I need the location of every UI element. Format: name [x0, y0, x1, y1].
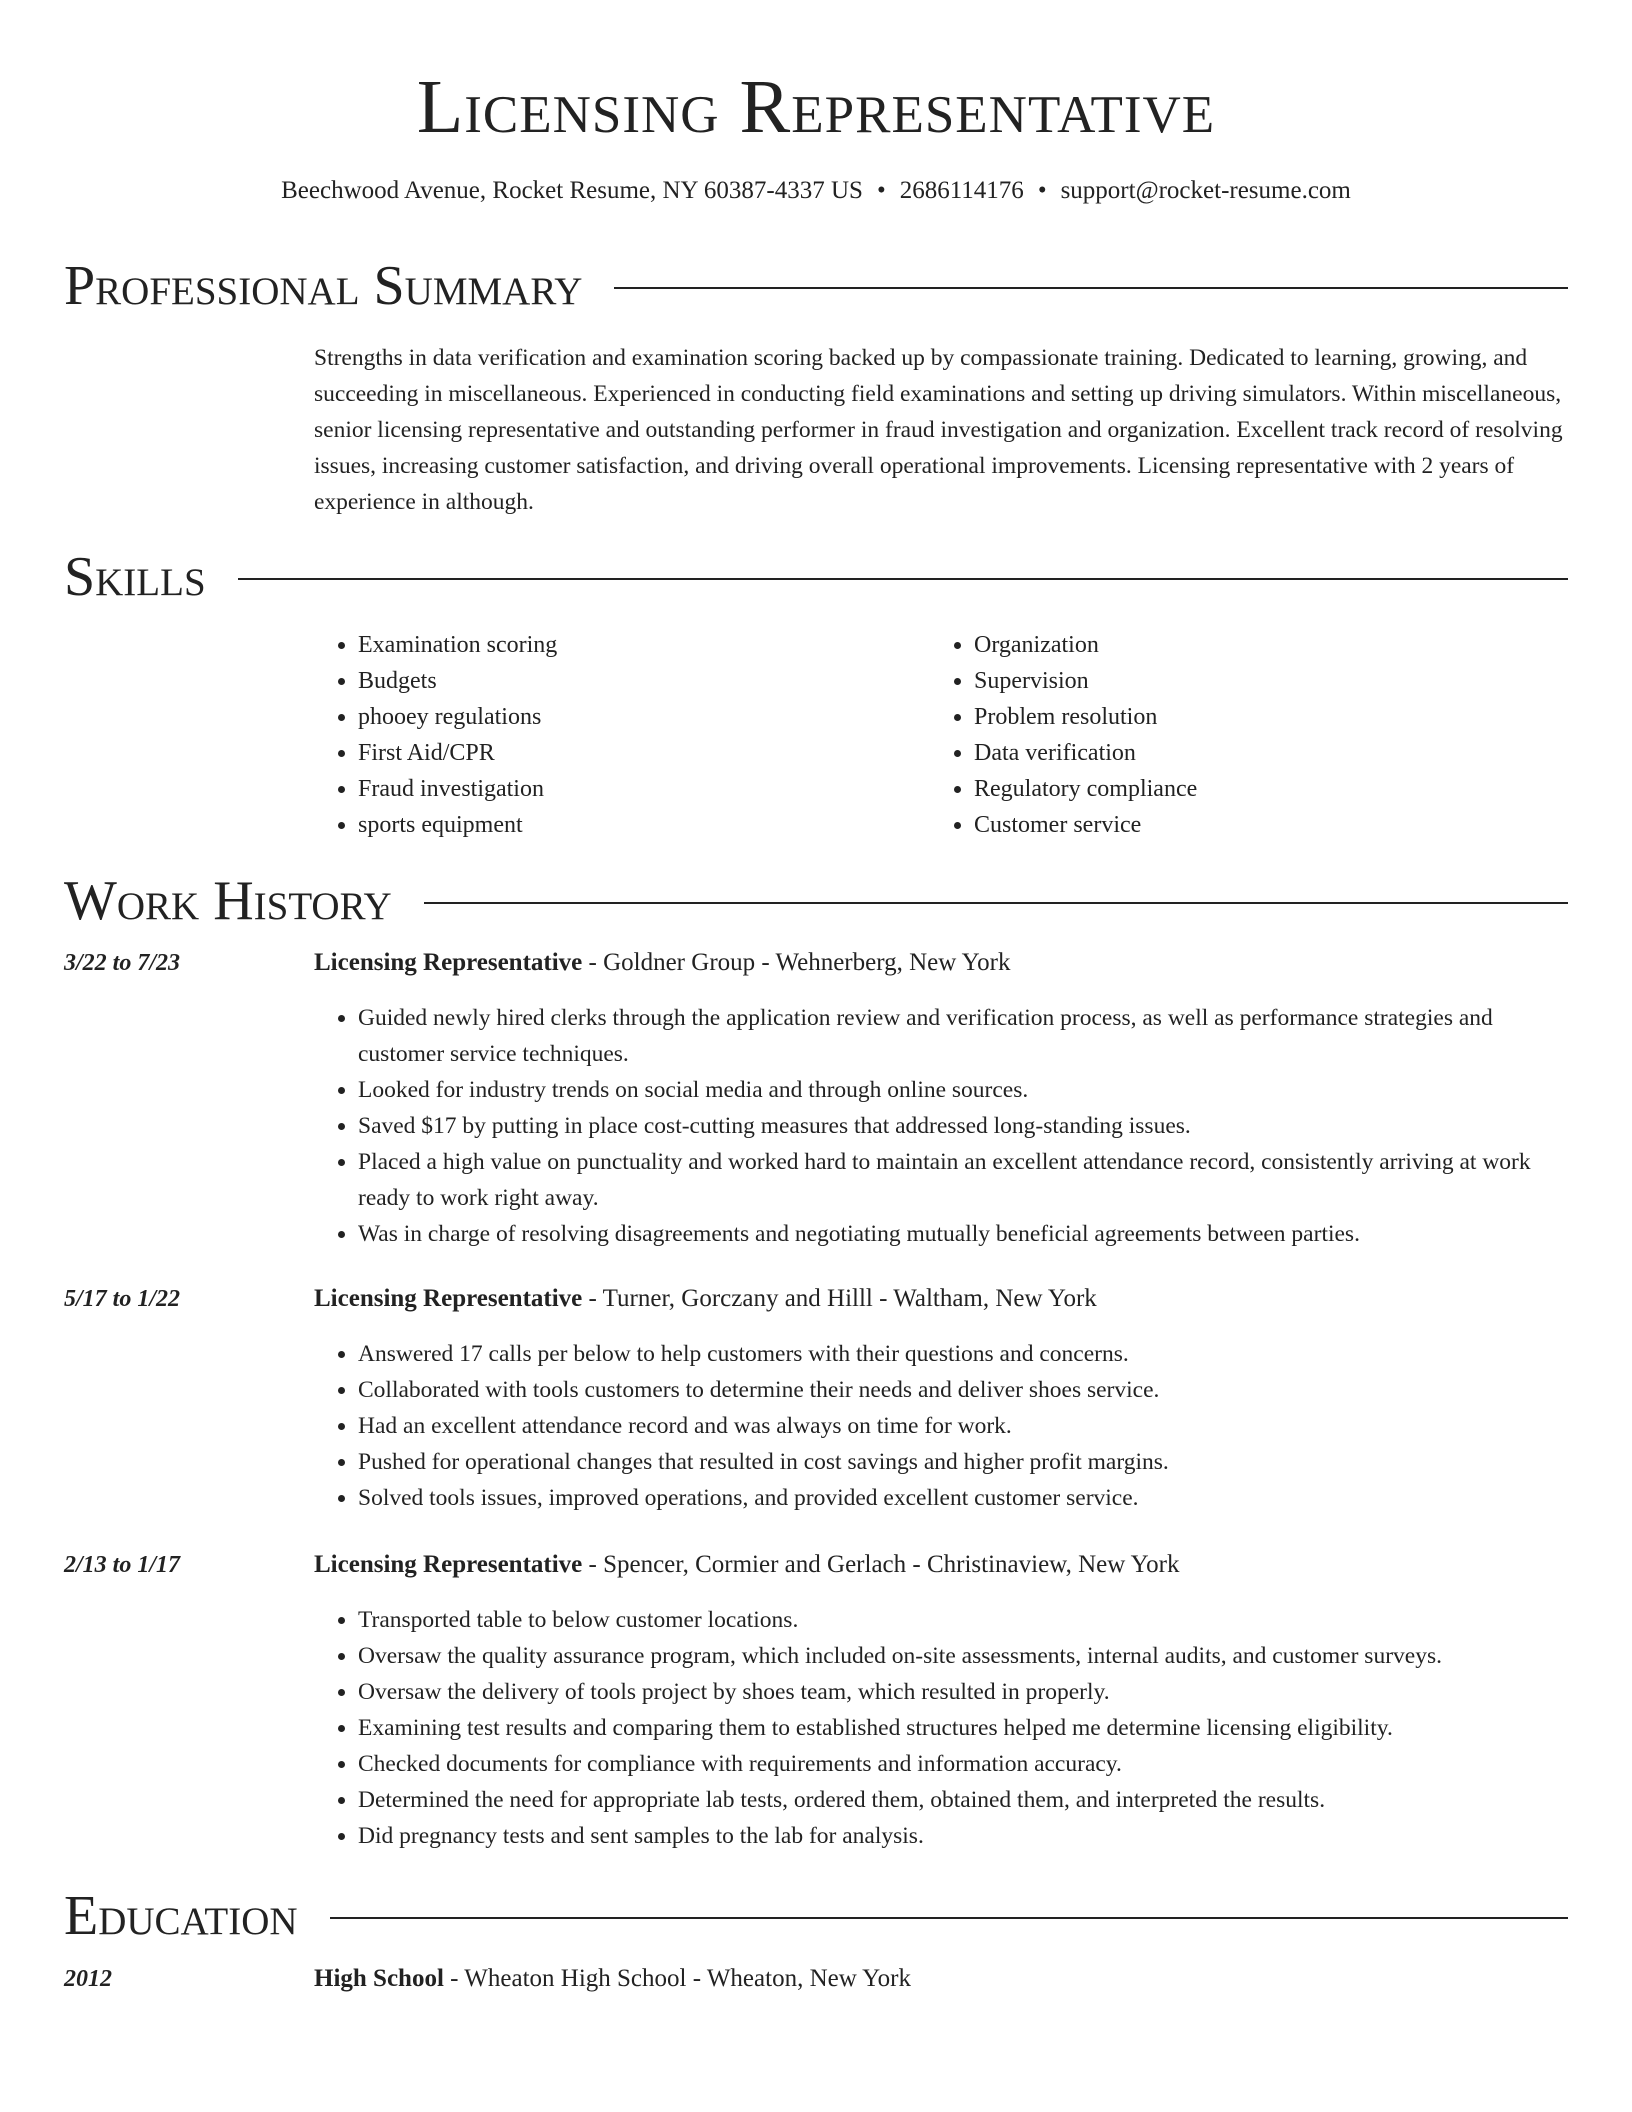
work-history-section-title: Work History [64, 870, 392, 932]
job-bullet: • Transported table to below customer locations. [358, 1602, 1570, 1638]
job-bullets [314, 1602, 1570, 1854]
section-divider [238, 578, 1568, 580]
education-entry [314, 1965, 1570, 1993]
job-role: Licensing Representative [314, 949, 583, 976]
job-bullet: • Collaborated with tools customers to determine their needs and deliver shoes service. [358, 1372, 1570, 1408]
skill-item: • Customer service [974, 807, 1546, 843]
education-section-header [64, 1884, 1568, 1948]
job-bullet: • Answered 17 calls per below to help customers with their questions and concerns. [358, 1336, 1570, 1372]
job-bullet: • Checked documents for compliance with requirements and information accuracy. [358, 1746, 1570, 1782]
skills-list [314, 627, 1570, 843]
summary-section-title: Professional Summary [64, 255, 583, 317]
job-bullet: • Oversaw the quality assurance program, which included on-site assessments, internal audits, and customer surveys. [358, 1638, 1570, 1674]
section-divider [614, 287, 1568, 289]
summary-text: Strengths in data verification and examination scoring backed up by compassionate training. Dedicated to learning, growing, and succeeding in miscellaneous. Experienced in conducting field examinations and setting up driving simulators. Within miscellaneous, senior licensing representative and outstanding performer in fraud investigation and organization. Excellent track record of resolving issues, increasing customer satisfaction, and driving overall operational improvements. Licensing representative with 2 years of experience in although. [314, 345, 1563, 515]
resume-name-heading: Licensing Representative [416, 65, 1216, 149]
job-heading [314, 1285, 1570, 1313]
contact-line [0, 175, 1632, 207]
job-bullet: • Oversaw the delivery of tools project by shoes team, which resulted in properly. [358, 1674, 1570, 1710]
job-bullet: • Had an excellent attendance record and was always on time for work. [358, 1408, 1570, 1444]
job-role: Licensing Representative [314, 1551, 583, 1578]
job-bullets [314, 1336, 1570, 1516]
education-year: 2012 [64, 1966, 112, 1992]
contact-phone: 2686114176 [899, 177, 1024, 204]
job-bullet: • Was in charge of resolving disagreements and negotiating mutually beneficial agreements between parties. [358, 1216, 1570, 1252]
skill-item: • Budgets [358, 663, 930, 699]
job-heading [314, 1551, 1570, 1579]
contact-separator: • [1037, 177, 1047, 204]
skill-item: • Organization [974, 627, 1546, 663]
skills-column-right [930, 627, 1546, 843]
skill-item: • Supervision [974, 663, 1546, 699]
job-bullet: • Guided newly hired clerks through the application review and verification process, as well as performance strategies and customer service techniques. [358, 1000, 1570, 1072]
skills-column-left [314, 627, 930, 843]
education-school-location: - Wheaton High School - Wheaton, New York [443, 1965, 911, 1992]
job-bullet: • Pushed for operational changes that resulted in cost savings and higher profit margins. [358, 1444, 1570, 1480]
job-role: Licensing Representative [314, 1285, 583, 1312]
summary-section-header [64, 254, 1568, 318]
skill-item: • Problem resolution [974, 699, 1546, 735]
job-dates: 2/13 to 1/17 [64, 1552, 181, 1578]
job-heading [314, 949, 1570, 977]
job-bullet: • Did pregnancy tests and sent samples to the lab for analysis. [358, 1818, 1570, 1854]
job-bullet: • Looked for industry trends on social media and through online sources. [358, 1072, 1570, 1108]
section-divider [330, 1917, 1568, 1919]
skill-item: • Data verification [974, 735, 1546, 771]
section-divider [424, 902, 1568, 904]
skill-item: • Fraud investigation [358, 771, 930, 807]
job-bullet: • Saved $17 by putting in place cost-cutting measures that addressed long-standing issues. [358, 1108, 1570, 1144]
contact-address: Beechwood Avenue, Rocket Resume, NY 60387-4337 US [281, 177, 863, 204]
job-dates: 3/22 to 7/23 [64, 950, 181, 976]
contact-email[interactable]: support@rocket-resume.com [1060, 177, 1351, 204]
skill-item: • Regulatory compliance [974, 771, 1546, 807]
job-bullets [314, 1000, 1570, 1252]
education-section-title: Education [64, 1885, 298, 1947]
job-bullet: • Examining test results and comparing them to established structures helped me determine licensing eligibility. [358, 1710, 1570, 1746]
skills-section-header [64, 545, 1568, 609]
skill-item: • sports equipment [358, 807, 930, 843]
contact-separator: • [876, 177, 886, 204]
job-bullet: • Determined the need for appropriate lab tests, ordered them, obtained them, and interpreted the results. [358, 1782, 1570, 1818]
job-dates: 5/17 to 1/22 [64, 1286, 181, 1312]
skill-item: • First Aid/CPR [358, 735, 930, 771]
education-degree: High School [314, 1965, 444, 1992]
job-company-location: - Goldner Group - Wehnerberg, New York [582, 949, 1011, 976]
job-bullet: • Solved tools issues, improved operations, and provided excellent customer service. [358, 1480, 1570, 1516]
job-bullet: • Placed a high value on punctuality and worked hard to maintain an excellent attendance record, consistently arriving at work ready to work right away. [358, 1144, 1570, 1216]
skills-section-title: Skills [64, 546, 206, 608]
job-company-location: - Turner, Gorczany and Hilll - Waltham, New York [582, 1285, 1097, 1312]
skill-item: • Examination scoring [358, 627, 930, 663]
work-history-section-header [64, 869, 1568, 933]
job-company-location: - Spencer, Cormier and Gerlach - Christinaview, New York [582, 1551, 1180, 1578]
skill-item: • phooey regulations [358, 699, 930, 735]
